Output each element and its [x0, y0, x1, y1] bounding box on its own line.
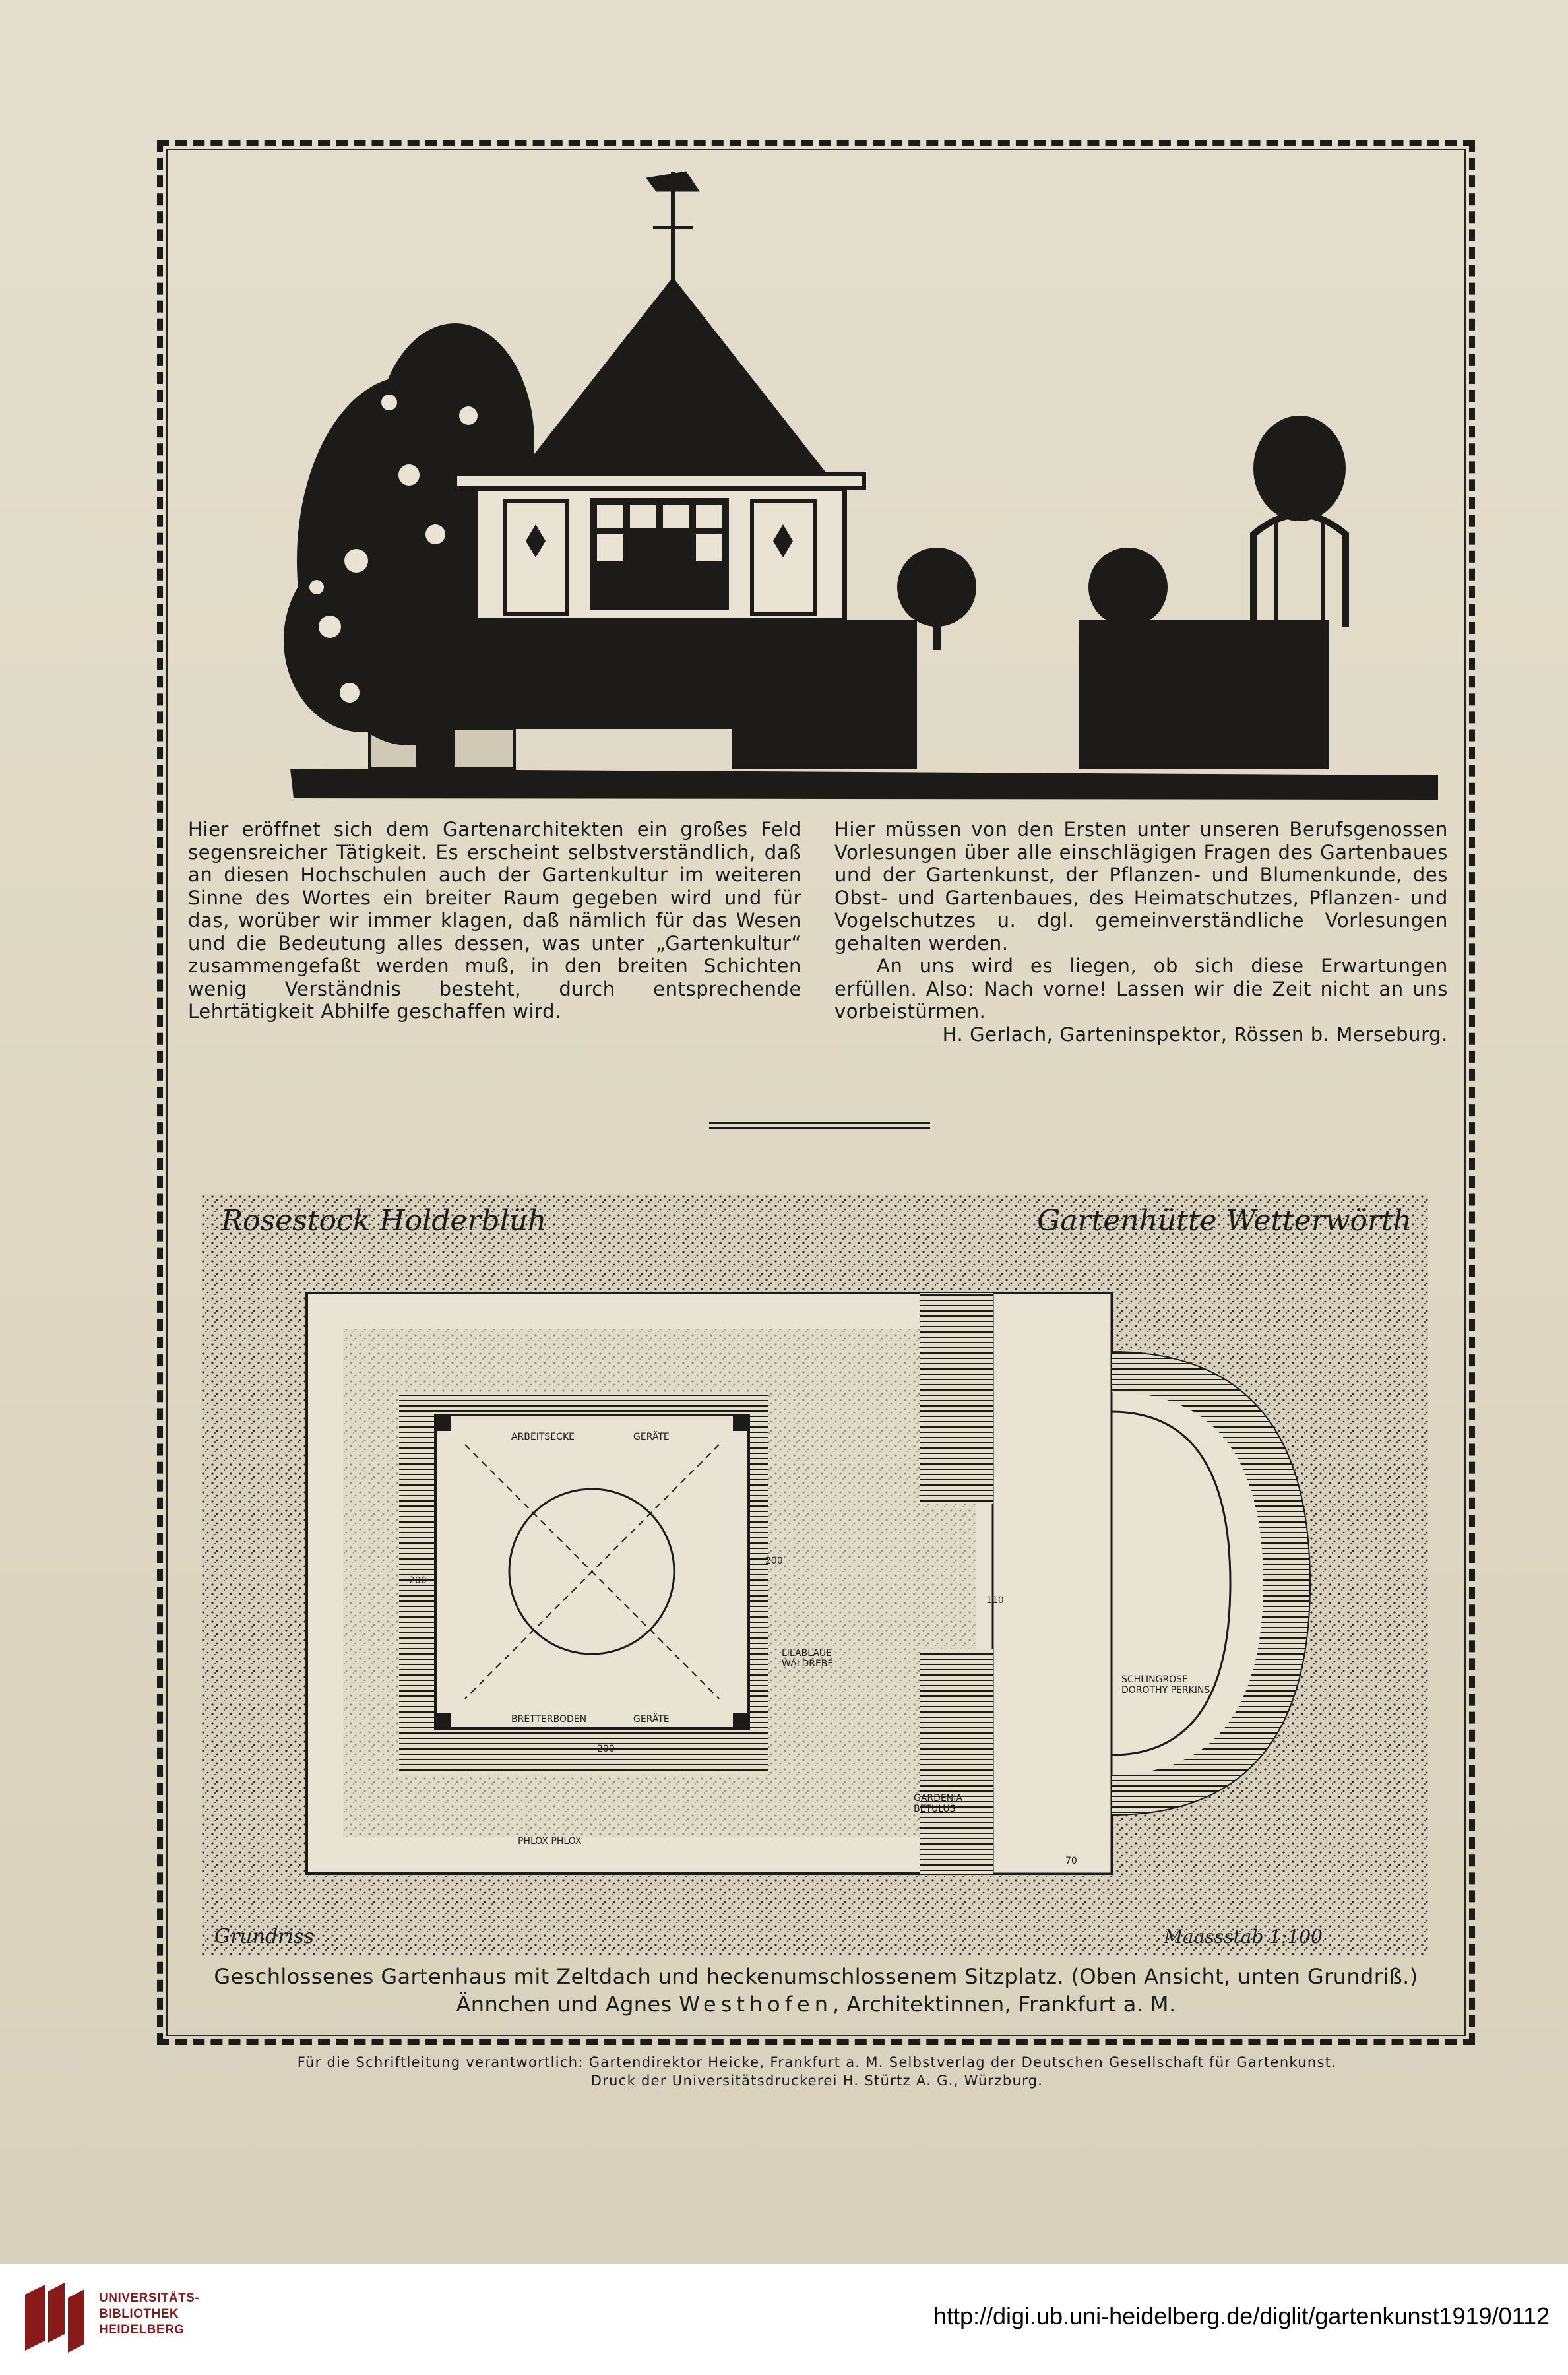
caption-credit: [166, 1990, 1466, 2018]
plan-motto-left: Rosestock Holderblüh: [221, 1204, 547, 1238]
library-name-line: UNIVERSITÄTS-: [99, 2291, 200, 2305]
hedge: [455, 620, 1329, 769]
hedge-block: [920, 1649, 993, 1874]
permalink-url[interactable]: http://digi.ub.uni-heidelberg.de/diglit/gartenkunst1919/0112: [933, 2302, 1550, 2329]
plan-label: BETULUS: [914, 1804, 956, 1814]
plan-dimension: 70: [1065, 1856, 1077, 1866]
figure-caption: [166, 1963, 1466, 2018]
plan-label: GERÄTE: [633, 1714, 670, 1725]
plan-label: GERÄTE: [633, 1432, 670, 1442]
article-column-right: [834, 818, 1448, 1046]
author-signature: H. Gerlach, Garteninspektor, Rössen b. Merseburg.: [942, 1023, 1448, 1046]
plan-scale-label: Maassstab 1:100: [1164, 1926, 1323, 1948]
paragraph: An uns wird es liegen, ob sich diese Erwartungen erfüllen. Also: Nach vorne! Lassen wir die Zeit nicht an uns vorbeistürmen.: [834, 955, 1448, 1023]
garden-house-floor-plan: [201, 1194, 1428, 1956]
caption-credit-suffix: , Architektinnen, Frankfurt a. M.: [832, 1992, 1176, 2017]
separator-rule: [709, 1122, 930, 1124]
caption-line: Geschlossenes Gartenhaus mit Zeltdach und heckenumschlossenem Sitzplatz. (Oben Ansicht, unten Grundriß.): [214, 1964, 1418, 1989]
imprint-line: Druck der Universitätsdruckerei H. Stürtz A. G., Würzburg.: [590, 2073, 1044, 2089]
paragraph: Hier eröffnet sich dem Gartenarchitekten ein großes Feld segensreicher Tätigkeit. Es erscheint selbstverständlich, daß an diesen Hochschulen auch der Gartenkultur im weiteren Sinne des Wortes ein breiter Raum gegeben wird und für das, worüber wir immer klagen, daß nämlich für das Wesen und die Bedeutung alles dessen, was unter „Gartenkultur“ zusammengefaßt werden muß, in den breiten Schichten wenig Verständnis besteht, durch entsprechende Lehrtätigkeit Abhilfe geschaffen wird.: [188, 818, 801, 1023]
hedge-block: [920, 1293, 993, 1504]
plan-dimension: 200: [597, 1744, 615, 1754]
plan-label: PHLOX PHLOX: [518, 1836, 582, 1847]
plan-label: WALDREBE: [782, 1659, 834, 1669]
caption-credit-prefix: Ännchen und Agnes: [456, 1992, 679, 2017]
plan-dimension: 200: [765, 1556, 783, 1566]
plan-label: ARBEITSECKE: [511, 1432, 575, 1442]
university-library-logo-icon: [18, 2281, 91, 2357]
imprint-line: Für die Schriftleitung verantwortlich: Gartendirektor Heicke, Frankfurt a. M. Selbstverlag der Deutschen Gesellschaft für Gartenkunst.: [297, 2054, 1337, 2070]
topiary-tree-icon: [897, 548, 1168, 650]
architect-name: Westhofen: [679, 1992, 832, 2017]
plan-label: GARDENIA: [914, 1793, 962, 1804]
weathervane-icon: [646, 172, 699, 284]
plan-label: SCHLINGROSE: [1121, 1674, 1188, 1685]
paragraph: Hier müssen von den Ersten unter unseren Berufsgenossen Vorlesungen über alle einschlägigen Fragen des Gartenbaues und der Gartenkunst, der Pflanzen- und Blumenkunde, des Obst- und Gartenbaues, des Heimatschutzes, Pflanzen- und Vogelschutzes u. dgl. gemeinverständliche Vorlesungen gehalten werden.: [834, 818, 1448, 955]
article-column-left: [188, 818, 801, 1023]
seating-path: [993, 1293, 1112, 1874]
trellis-column-icon: [1253, 416, 1346, 627]
plan-dimension: 200: [409, 1575, 427, 1586]
separator-rule: [709, 1127, 930, 1129]
garden-house-elevation: [277, 165, 1438, 805]
library-name-line: BIBLIOTHEK: [99, 2307, 179, 2321]
plan-label: DOROTHY PERKINS: [1121, 1685, 1210, 1695]
imprint: [132, 2053, 1502, 2090]
house-facade: [475, 488, 844, 620]
plan-dimension: 110: [986, 1595, 1004, 1606]
plan-motto-right: Gartenhütte Wetterwörth: [1037, 1204, 1412, 1238]
library-name-line: HEIDELBERG: [99, 2323, 185, 2337]
plan-label: BRETTERBODEN: [511, 1714, 587, 1725]
plan-label: LILABLAUE: [782, 1648, 832, 1659]
library-name: [99, 2291, 199, 2338]
plan-grundriss-label: Grundriss: [214, 1925, 314, 1948]
